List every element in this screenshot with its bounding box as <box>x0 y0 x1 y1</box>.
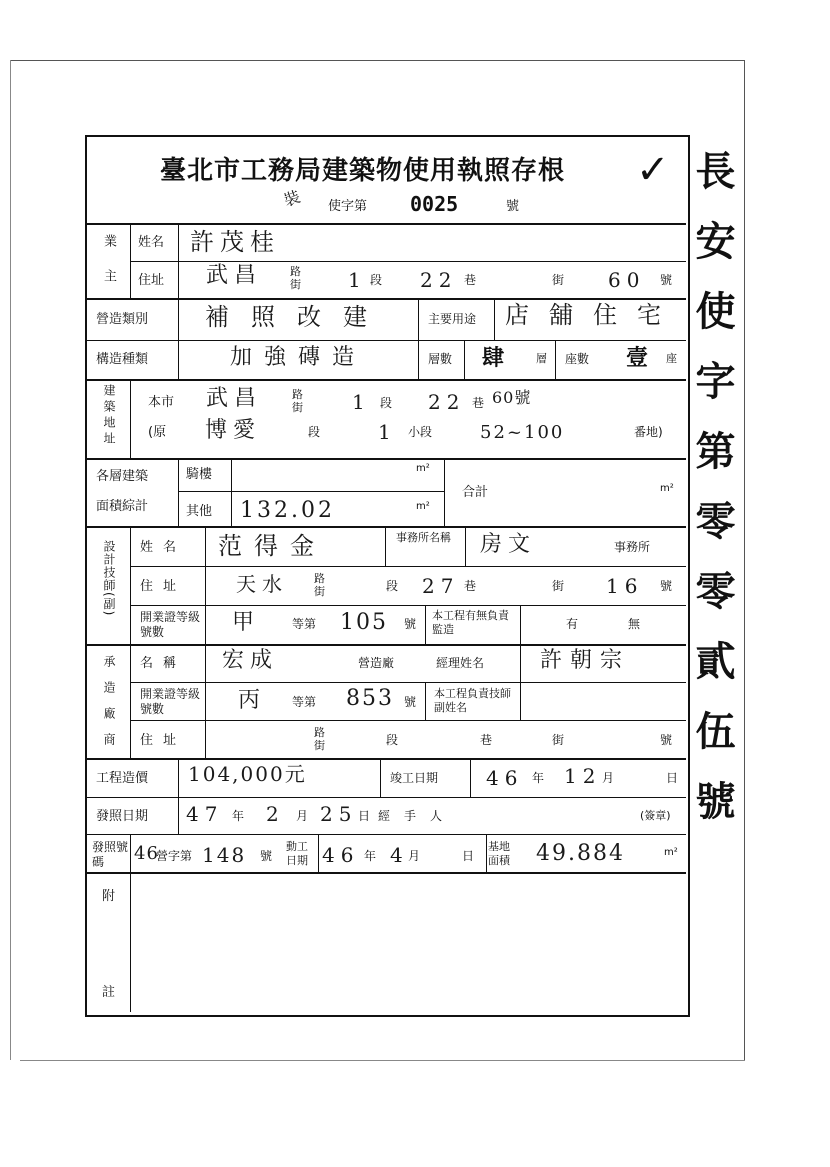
designer-name-value: 范得金 <box>218 532 326 560</box>
owner-street-label: 街 <box>552 273 565 287</box>
row-line <box>87 458 686 460</box>
count-unit: 座 <box>666 352 677 365</box>
contractor-address-label: 住址 <box>140 733 187 748</box>
office-value: 房文 <box>480 532 537 557</box>
site-road-label: 路街 <box>292 388 303 414</box>
license-number: 0025 <box>410 192 459 216</box>
usage-label: 主要用途 <box>428 312 477 326</box>
supervise-alt: 無 <box>628 617 641 631</box>
site-label: 建築地址 <box>102 384 116 448</box>
site-orig-district: 博愛 <box>205 418 262 443</box>
owner-road-label: 路街 <box>290 265 301 291</box>
site-orig-sub-no: 1 <box>378 420 397 444</box>
site-section-no: 1 <box>352 390 371 414</box>
license-prefix: 使字第 <box>328 199 368 214</box>
owner-name-label: 姓名 <box>138 235 165 250</box>
row-line <box>130 261 686 262</box>
floors-unit: 層 <box>536 352 547 365</box>
total-unit: m² <box>660 483 674 494</box>
site-orig-sub-label: 小段 <box>408 425 433 439</box>
designer-section-label-text: 段 <box>386 579 399 593</box>
contractor-street-label: 街 <box>552 733 565 747</box>
scan-edge-top <box>10 60 745 61</box>
col-line <box>130 223 131 300</box>
scan-edge-right <box>744 60 745 1060</box>
cost-label: 工程造價 <box>96 771 149 786</box>
col-line <box>318 834 319 874</box>
permit-number: 148 <box>202 843 247 867</box>
col-line <box>130 834 131 1012</box>
owner-section-label-text: 段 <box>370 273 383 287</box>
designer-name-label: 姓名 <box>140 540 187 555</box>
col-line <box>494 298 495 340</box>
issue-month-label: 月 <box>296 809 309 823</box>
designer-license-no: 105 <box>340 610 388 635</box>
site-city: 本市 <box>148 395 175 410</box>
col-line <box>425 682 426 720</box>
contractor-number-label: 號 <box>660 733 673 747</box>
site-orig-lot: 52~100 <box>480 422 565 443</box>
base-label: 基地面積 <box>488 840 510 867</box>
col-line <box>178 758 179 798</box>
col-line <box>178 298 179 380</box>
row-line <box>87 758 686 760</box>
col-line <box>520 605 521 645</box>
col-line <box>380 758 381 798</box>
total-label: 合計 <box>462 485 489 500</box>
other-value: 132.02 <box>240 498 335 523</box>
owner-road-value: 武昌 <box>206 263 263 288</box>
cost-value: 104,000元 <box>188 762 307 786</box>
count-value: 壹 <box>626 345 649 371</box>
row-line <box>87 379 686 381</box>
designer-license-no-label: 號 <box>404 617 417 631</box>
issue-year-label: 年 <box>232 809 245 823</box>
supervise-label: 本工程有無負責監造 <box>432 609 509 636</box>
form-frame <box>85 135 690 1017</box>
site-lane-no: 22 <box>428 390 466 414</box>
base-unit: m² <box>664 847 678 858</box>
finish-label: 竣工日期 <box>390 771 439 785</box>
col-line <box>418 298 419 380</box>
site-orig-lot-label: 番地) <box>634 425 663 439</box>
finish-month: 12 <box>564 764 602 788</box>
col-line <box>178 797 179 835</box>
notes-label-bottom: 註 <box>102 985 116 1000</box>
contractor-road-label: 路街 <box>314 726 325 752</box>
contractor-section-label: 承造廠商 <box>102 655 116 759</box>
col-line <box>231 458 232 528</box>
row-line <box>87 834 686 835</box>
row-line <box>87 644 686 646</box>
site-lane-label: 巷 <box>472 396 485 410</box>
col-line <box>465 526 466 566</box>
supervise-value: 有 <box>566 617 579 631</box>
owner-lane-no: 22 <box>420 268 458 292</box>
start-year-label: 年 <box>364 849 377 863</box>
other-label: 其他 <box>186 504 213 519</box>
col-line <box>486 834 487 874</box>
owner-section-label: 業主 <box>101 234 116 304</box>
floors-value: 肆 <box>482 345 505 371</box>
office-suffix: 事務所 <box>614 540 651 554</box>
designer-license-grade: 甲 <box>232 610 261 635</box>
col-line <box>470 758 471 798</box>
owner-number-value: 60 <box>608 268 646 292</box>
checkmark-icon: ✓ <box>636 147 670 193</box>
col-line <box>385 526 386 566</box>
arcade-unit: m² <box>416 463 430 474</box>
start-month-label: 月 <box>408 849 421 863</box>
contractor-name-value: 宏成 <box>222 648 279 673</box>
contractor-manager-label: 經理姓名 <box>436 656 485 670</box>
side-stamp: 長安使字第零零貳伍號 <box>689 150 736 850</box>
site-section-label: 段 <box>380 396 393 410</box>
permit-label: 發照號碼 <box>92 840 129 869</box>
contractor-license-no: 853 <box>346 686 394 711</box>
row-line <box>178 491 444 492</box>
area-label-2: 面積綜計 <box>96 499 149 514</box>
designer-section-label: 設計技師(副) <box>102 540 116 617</box>
row-line <box>87 872 686 874</box>
designer-road-value: 天水 <box>236 572 288 596</box>
handwritten-top-mark: 裝 <box>281 184 309 211</box>
notes-label-top: 附 <box>102 889 116 904</box>
contractor-license-grade: 丙 <box>238 688 267 713</box>
col-line <box>130 526 131 760</box>
contractor-section-label-text: 段 <box>386 733 399 747</box>
owner-number-label: 號 <box>660 273 673 287</box>
row-line <box>130 682 686 683</box>
issue-day-label: 日 <box>358 809 371 823</box>
build-type-label: 營造類別 <box>96 312 149 327</box>
col-line <box>520 682 521 720</box>
contractor-license-no-label: 號 <box>404 695 417 709</box>
finish-year: 46 <box>486 766 524 790</box>
col-line <box>464 340 465 380</box>
col-line <box>205 526 206 760</box>
issue-month: 2 <box>266 802 285 826</box>
contractor-license-label: 開業證等級號數 <box>140 687 201 716</box>
start-month: 4 <box>390 843 409 867</box>
site-number-value: 60號 <box>492 388 532 407</box>
permit-number-label: 號 <box>260 849 273 863</box>
row-line <box>87 797 686 798</box>
issue-day: 25 <box>320 802 358 826</box>
usage-value: 店舖住宅 <box>505 301 681 329</box>
row-line <box>130 605 686 606</box>
finish-year-label: 年 <box>532 771 545 785</box>
designer-number-label: 號 <box>660 579 673 593</box>
row-line <box>87 223 686 225</box>
col-line <box>178 458 179 528</box>
base-value: 49.884 <box>536 841 625 866</box>
col-line <box>520 644 521 682</box>
owner-section-no: 1 <box>348 268 367 292</box>
owner-lane-label: 巷 <box>464 273 477 287</box>
row-line <box>87 526 686 528</box>
col-line <box>130 379 131 459</box>
contractor-factory-label: 營造廠 <box>358 656 395 670</box>
arcade-label: 騎樓 <box>186 467 213 482</box>
contractor-engineer-label: 本工程負責技師副姓名 <box>434 687 511 714</box>
designer-license-label: 開業證等級號數 <box>140 610 201 639</box>
issue-year: 47 <box>186 802 224 826</box>
designer-number-value: 16 <box>606 574 644 598</box>
issue-label: 發照日期 <box>96 809 149 824</box>
row-line <box>87 340 686 341</box>
row-line <box>87 298 686 300</box>
owner-address-label: 住址 <box>138 273 165 288</box>
contractor-license-class: 等第 <box>292 695 317 709</box>
designer-address-label: 住址 <box>140 579 187 594</box>
finish-month-label: 月 <box>602 771 615 785</box>
build-type-value: 補照改建 <box>205 303 389 331</box>
finish-day-label: 日 <box>666 771 679 785</box>
site-road: 武昌 <box>206 386 263 411</box>
scan-edge-left <box>10 60 11 1060</box>
scan-edge-bottom <box>20 1060 745 1061</box>
form-title: 臺北市工務局建築物使用執照存根 <box>160 156 566 186</box>
start-year: 46 <box>322 843 360 867</box>
designer-lane-no: 27 <box>422 574 460 598</box>
structure-label: 構造種類 <box>96 352 149 367</box>
designer-road-label: 路街 <box>314 572 325 598</box>
permit-year: 46 <box>134 843 159 864</box>
floors-label: 層數 <box>428 352 453 366</box>
count-label: 座數 <box>565 352 590 366</box>
col-line <box>178 223 179 300</box>
col-line <box>425 605 426 645</box>
site-orig-prefix: (原 <box>148 425 167 440</box>
col-line <box>444 458 445 528</box>
designer-license-class: 等第 <box>292 617 317 631</box>
sign-label: (簽章) <box>640 809 671 822</box>
designer-lane-label: 巷 <box>464 579 477 593</box>
owner-name-value: 許茂桂 <box>190 228 280 256</box>
designer-street-label: 街 <box>552 579 565 593</box>
license-suffix: 號 <box>506 199 520 214</box>
row-line <box>130 566 686 567</box>
structure-value: 加強磚造 <box>230 345 367 370</box>
office-label: 事務所名稱 <box>396 531 451 544</box>
area-label-1: 各層建築 <box>96 469 149 484</box>
start-day-label: 日 <box>462 849 475 863</box>
site-orig-section-label: 段 <box>308 425 321 439</box>
handler-label: 經手人 <box>378 809 457 823</box>
col-line <box>555 340 556 380</box>
other-unit: m² <box>416 501 430 512</box>
contractor-lane-label: 巷 <box>480 733 493 747</box>
permit-prefix: 營字第 <box>156 849 193 863</box>
contractor-manager-value: 許朝宗 <box>540 648 631 673</box>
start-label: 動工日期 <box>286 840 308 867</box>
row-line <box>130 720 686 721</box>
contractor-name-label: 名稱 <box>140 656 187 671</box>
